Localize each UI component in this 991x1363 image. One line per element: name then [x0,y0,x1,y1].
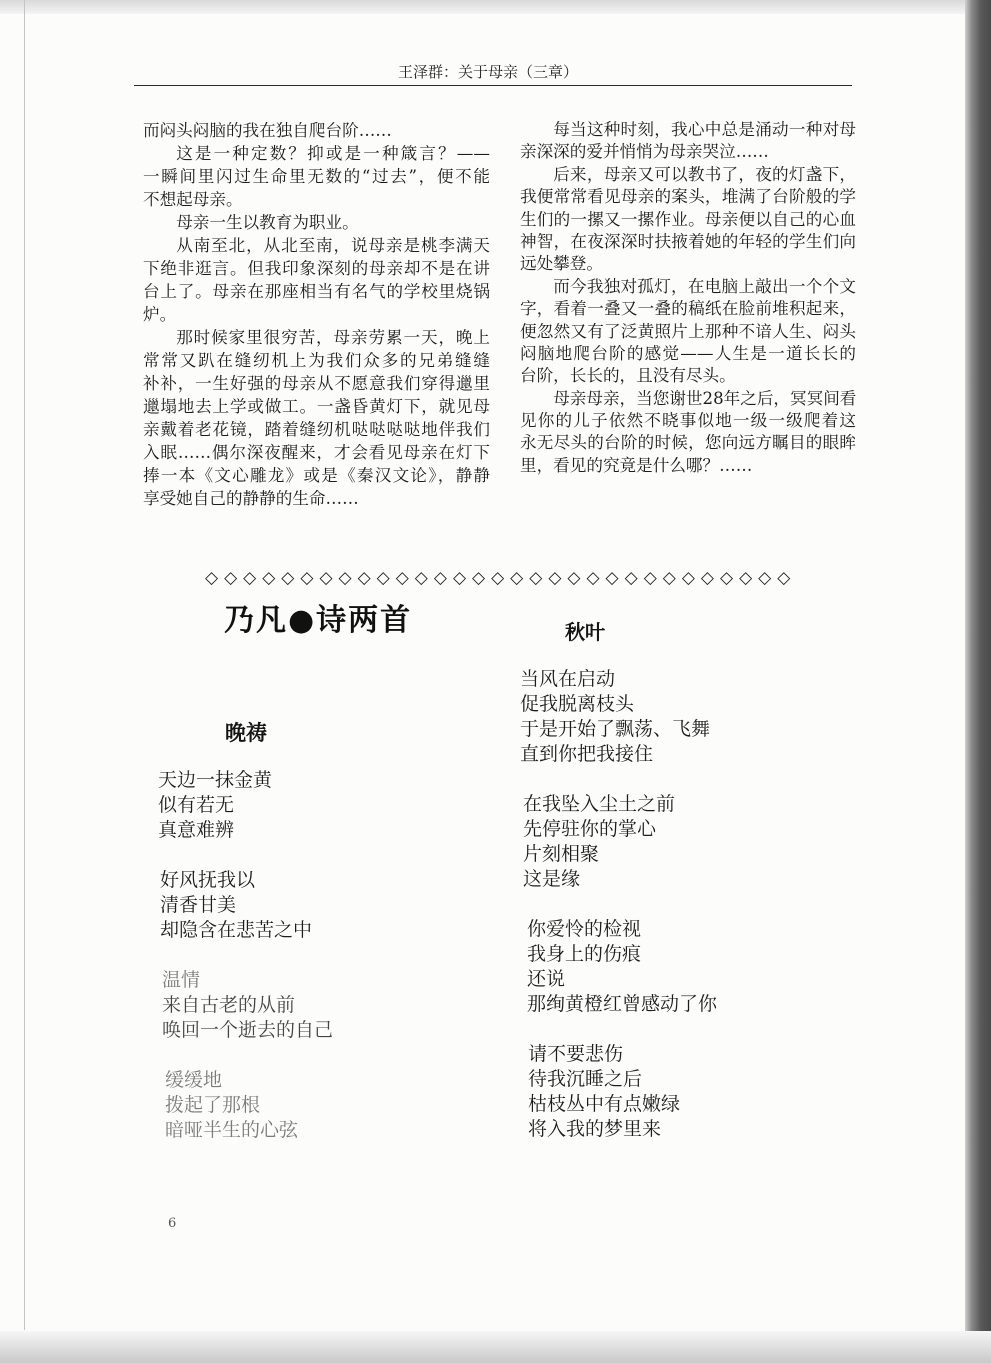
poem-line: 这是缘 [523,868,581,890]
article-left-column [143,119,490,510]
poem-line: 真意难辨 [158,819,235,841]
text-line: 捧一本《文心雕龙》或是《秦汉文论》，静静 [143,466,490,485]
text-line: 一瞬间里闪过生命里无数的“过去”，便不能 [143,167,490,186]
stanza [520,1042,717,1142]
text-line: 邋塌地去上学或做工。一盏昏黄灯下，就见母 [143,397,490,416]
stanza [158,968,333,1043]
text-line: 我便常常看见母亲的案头，堆满了台阶般的学 [520,187,856,207]
text-line: 而今我独对孤灯，在电脑上敲出一个个文 [553,276,856,296]
text-line: 神智，在夜深深时扶掖着她的年轻的学生们向 [520,231,856,251]
poem-line: 先停驻你的掌心 [523,818,657,840]
poem-line: 直到你把我接住 [520,743,654,765]
text-line: 里，看见的究竟是什么哪？…… [520,455,753,475]
poem-line: 天边一抹金黄 [158,769,273,791]
text-line: 而闷头闷脑的我在独自爬台阶…… [143,121,392,140]
scan-shadow-top [0,0,991,14]
text-line: 母亲一生以教育为职业。 [176,213,359,232]
poem-line: 于是开始了飘荡、飞舞 [520,718,711,740]
header-rule [134,85,852,86]
poem-line: 将入我的梦里来 [528,1118,662,1140]
poem-line: 却隐含在悲苦之中 [160,919,313,941]
poem-line: 温情 [162,969,201,991]
stanza [520,917,717,1017]
stanza [520,667,717,767]
poem-line: 请不要悲伤 [528,1043,624,1065]
poem-line: 好风抚我以 [160,869,256,891]
text-line: 炉。 [143,305,177,324]
text-line: 台阶，长长的，且没有尽头。 [520,366,736,386]
poem-line: 唤回一个逝去的自己 [162,1019,334,1041]
text-line: 闷脑地爬台阶的感觉——人生是一道长长的 [520,343,856,363]
poem-body [520,667,717,1142]
text-line: 永无尽头的台阶的时候，您向远方瞩目的眼眸 [520,433,856,453]
poem-line: 清香甘美 [160,894,237,916]
poem-line: 枯枝丛中有点嫩绿 [528,1093,681,1115]
running-title: 王泽群：关于母亲（三章） [398,63,579,81]
poem-line: 你爱怜的检视 [527,918,642,940]
poem-line: 在我坠入尘土之前 [523,793,676,815]
text-line: 入眠……偶尔深夜醒来，才会看见母亲在灯下 [143,443,490,462]
poem-line: 缓缓地 [165,1069,223,1091]
scan-shadow-right [965,0,991,1363]
scan-shadow-bottom [0,1331,991,1363]
text-line: 常常又趴在缝纫机上为我们众多的兄弟缝缝 [143,351,490,370]
stanza [158,868,333,943]
text-line: 台上了。母亲在那座相当有名气的学校里烧锅 [143,282,490,301]
text-line: 亲戴着老花镜，踏着缝纫机哒哒哒哒地伴我们 [143,420,490,439]
text-line: 远处攀登。 [520,254,603,274]
text-line: 见你的儿子依然不晓事似地一级一级爬着这 [520,411,856,431]
poem-line: 暗哑半生的心弦 [165,1119,299,1141]
stanza [158,768,333,843]
poem-line: 当风在启动 [520,668,616,690]
stanza [158,1068,333,1143]
text-line: 亲深深的爱并悄悄为母亲哭泣…… [520,142,769,162]
page-edge-left [24,0,25,1330]
poems-section-title: 乃凡●诗两首 [224,603,413,638]
diamond-divider: ◇◇◇◇◇◇◇◇◇◇◇◇◇◇◇◇◇◇◇◇◇◇◇◇◇◇◇◇◇◇◇ [205,568,797,588]
poem-line: 还说 [527,968,566,990]
poem-line: 我身上的伤痕 [527,943,642,965]
text-line: 这是一种定数？抑或是一种箴言？—— [176,144,490,163]
text-line: 母亲母亲，当您谢世28年之后，冥冥间看 [553,388,857,408]
page-number: 6 [168,1216,177,1231]
article-right-column [520,119,856,477]
poem-line: 促我脱离枝头 [520,693,635,715]
poem-line: 待我沉睡之后 [528,1068,643,1090]
text-line: 生们的一摞又一摞作业。母亲便以自己的心血 [520,209,856,229]
text-line: 下绝非逛言。但我印象深刻的母亲却不是在讲 [143,259,490,278]
text-line: 享受她自己的静静的生命…… [143,489,359,508]
text-line: 每当这种时刻，我心中总是涌动一种对母 [553,120,856,139]
poem-line: 似有若无 [158,794,235,816]
poem-line: 那绚黄橙红曾感动了你 [527,993,718,1015]
text-line: 补补，一生好强的母亲从不愿意我们穿得邋里 [143,374,490,393]
text-line: 那时候家里很穷苦，母亲劳累一天，晚上 [176,328,490,347]
poem-body [158,768,333,1143]
poem-line: 片刻相聚 [523,843,600,865]
text-line: 后来，母亲又可以教书了，夜的灯盏下， [553,164,856,184]
text-line: 便忽然又有了泛黄照片上那种不谙人生、闷头 [520,321,856,341]
poem-line: 来自古老的从前 [162,994,296,1016]
stanza [520,792,717,892]
poem-title: 晚祷 [225,720,267,745]
text-line: 字，看着一叠又一叠的稿纸在脸前堆积起来， [520,299,856,319]
text-line: 从南至北，从北至南，说母亲是桃李满天 [176,236,490,255]
poem-title: 秋叶 [565,620,605,644]
poem-line: 拨起了那根 [165,1094,261,1116]
text-line: 不想起母亲。 [143,190,243,209]
